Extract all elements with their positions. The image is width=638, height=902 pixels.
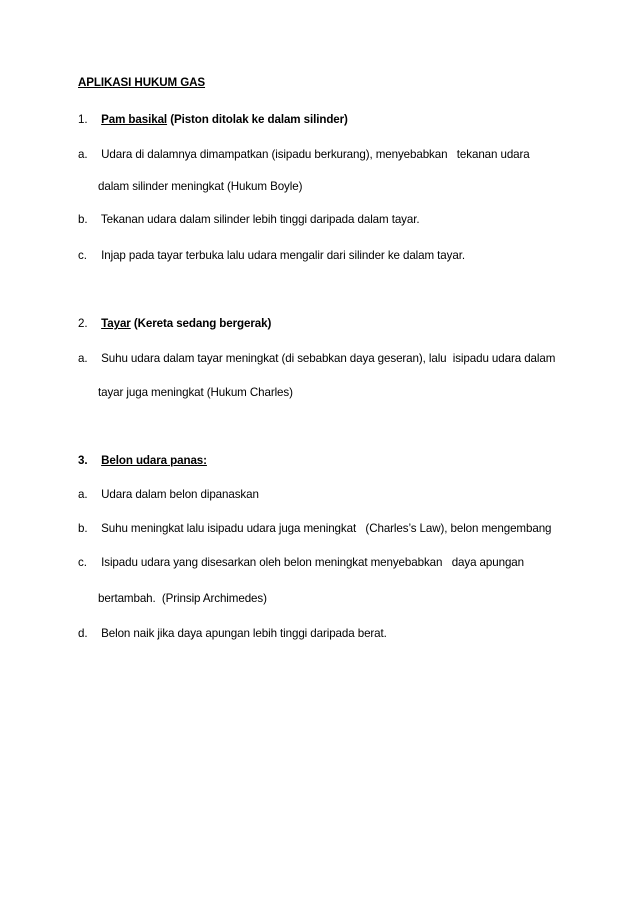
list-item-text: Isipadu udara yang disesarkan oleh belon meningkat menyebabkan daya apungan [101,556,524,569]
list-item [78,249,465,263]
section-subtitle: (Kereta sedang bergerak) [133,317,272,330]
section-title: Belon udara panas: [101,454,207,467]
list-marker: a. [78,352,88,365]
list-item-text: Udara dalam belon dipanaskan [101,488,259,501]
section-number: 2. [78,317,88,330]
list-marker: d. [78,627,88,640]
list-item-text: Tekanan udara dalam silinder lebih tinggi daripada dalam tayar. [100,213,420,226]
section-number: 1. [78,113,88,126]
section-subtitle: (Piston ditolak ke dalam silinder) [170,113,348,126]
list-marker: a. [78,148,88,161]
list-item-text: Belon naik jika daya apungan lebih tinggi daripada berat. [101,627,387,640]
section-title: Tayar [101,317,131,330]
list-item [78,522,551,536]
document-title: APLIKASI HUKUM GAS [78,76,206,89]
list-item-text: Udara di dalamnya dimampatkan (isipadu berkurang), menyebabkan tekanan udara [101,148,530,161]
section-heading [78,454,207,468]
section-number: 3. [78,454,88,467]
section-heading [78,113,348,127]
list-marker: a. [78,488,88,501]
list-item-text: Injap pada tayar terbuka lalu udara mengalir dari silinder ke dalam tayar. [101,249,465,262]
list-marker: b. [78,522,88,535]
list-marker: c. [78,249,87,262]
section-heading [78,317,271,331]
list-marker: c. [78,556,87,569]
section-title: Pam basikal [101,113,168,126]
list-item [78,213,419,227]
list-item-continuation: dalam silinder meningkat (Hukum Boyle) [98,180,303,193]
list-item [78,627,387,641]
list-item [78,352,555,366]
list-item [78,556,524,570]
list-item [78,488,259,502]
list-marker: b. [78,213,88,226]
list-item-continuation: bertambah. (Prinsip Archimedes) [98,592,267,605]
list-item [78,148,530,162]
list-item-text: Suhu meningkat lalu isipadu udara juga meningkat (Charles’s Law), belon mengembang [101,522,552,535]
list-item-continuation: tayar juga meningkat (Hukum Charles) [98,386,293,399]
list-item-text: Suhu udara dalam tayar meningkat (di sebabkan daya geseran), lalu isipadu udara dalam [101,352,556,365]
